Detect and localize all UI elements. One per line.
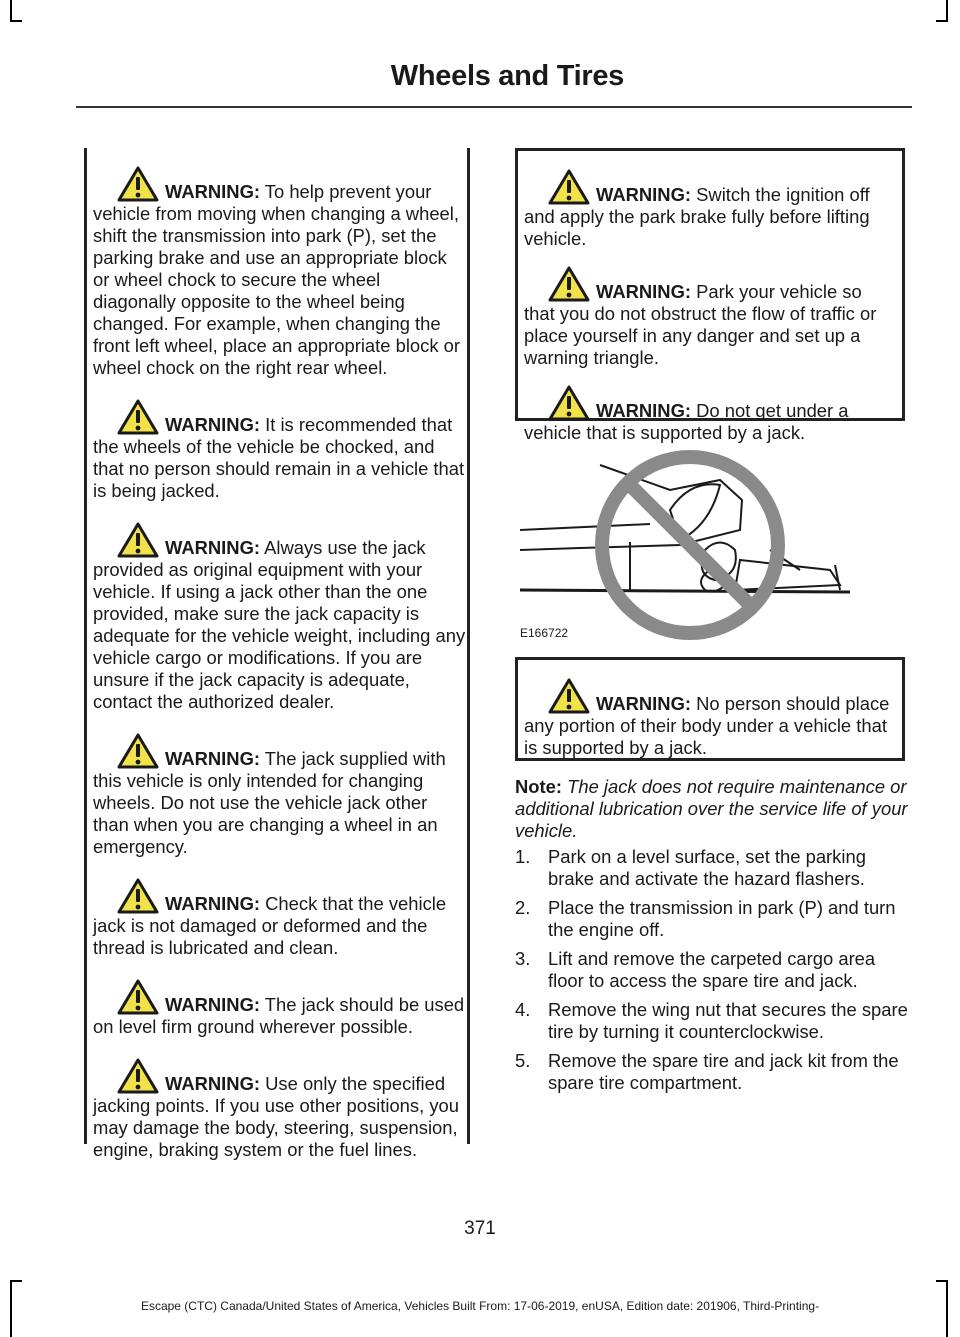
warning-text: It is recommended that the wheels of the vehicle be chocked, and that no person should remain in a vehicle that is being jacked.	[93, 414, 465, 501]
crop-mark	[936, 1280, 948, 1282]
warning-paragraph	[524, 385, 896, 444]
step-item	[515, 999, 910, 1042]
warning-label: WARNING:	[596, 400, 692, 421]
warning-text: No person should place any portion of their body under a vehicle that is supported by a jack.	[524, 693, 890, 758]
step-number: 2.	[515, 897, 531, 918]
warning-label: WARNING:	[165, 748, 261, 769]
warning-triangle-icon	[117, 166, 159, 202]
warning-triangle-icon	[117, 979, 159, 1015]
warning-label: WARNING:	[165, 181, 261, 202]
warning-text: Always use the jack provided as original equipment with your vehicle. If using a jack other than the one provided, make sure the jack capacity is adequate for the vehicle weight, including any vehicle cargo or modifications. If you are unsure if the jack capacity is adequate, contact the authorized dealer.	[93, 537, 466, 712]
crop-mark	[10, 1280, 22, 1282]
vehicle-and-person-drawing	[520, 465, 850, 592]
warning-triangle-icon	[548, 385, 590, 421]
warning-text: Do not get under a vehicle that is supported by a jack.	[524, 400, 849, 443]
warning-label: WARNING:	[165, 414, 261, 435]
warning-text: The jack should be used on level firm ground wherever possible.	[93, 994, 465, 1037]
warning-text: The jack supplied with this vehicle is only intended for changing wheels. Do not use the vehicle jack other than when you are changing a wheel in an emergency.	[93, 748, 446, 857]
warning-paragraph	[524, 169, 896, 250]
warning-label: WARNING:	[165, 537, 261, 558]
warning-paragraph	[524, 678, 896, 759]
crop-mark	[936, 20, 948, 22]
warning-label: WARNING:	[165, 893, 261, 914]
warning-triangle-icon	[117, 1058, 159, 1094]
warning-text: Use only the specified jacking points. If you use other positions, you may damage the body, steering, suspension, engine, braking system or the fuel lines.	[93, 1073, 459, 1160]
warning-label: WARNING:	[596, 693, 692, 714]
right-warning-box-top	[515, 148, 905, 443]
warning-label: WARNING:	[596, 281, 692, 302]
crop-mark	[10, 20, 22, 22]
step-text: Park on a level surface, set the parking brake and activate the hazard flashers.	[548, 846, 866, 889]
header-rule	[76, 106, 912, 108]
note-text: The jack does not require maintenance or additional lubrication over the service life of your vehicle.	[515, 776, 908, 841]
warning-paragraph	[93, 878, 467, 959]
left-warning-column	[84, 148, 470, 1160]
warning-text: Switch the ignition off and apply the park brake fully before lifting vehicle.	[524, 184, 870, 249]
illustration-code: E166722	[520, 626, 569, 640]
procedure-steps	[515, 846, 910, 1101]
prohibition-sign	[602, 457, 778, 633]
warning-triangle-icon	[548, 266, 590, 302]
warning-paragraph	[524, 266, 896, 369]
warning-paragraph	[93, 399, 467, 502]
note-label: Note:	[515, 776, 562, 797]
warning-label: WARNING:	[165, 994, 261, 1015]
step-item	[515, 897, 910, 940]
step-number: 4.	[515, 999, 531, 1020]
step-number: 1.	[515, 846, 531, 867]
warning-triangle-icon	[548, 169, 590, 205]
step-item	[515, 1050, 910, 1093]
warning-label: WARNING:	[165, 1073, 261, 1094]
step-text: Remove the wing nut that secures the spare tire by turning it counterclockwise.	[548, 999, 908, 1042]
section-title: Wheels and Tires	[390, 60, 624, 92]
right-warning-box-bottom	[515, 657, 905, 761]
note	[515, 776, 910, 842]
warning-triangle-icon	[117, 733, 159, 769]
footer-text: Escape (CTC) Canada/United States of America, Vehicles Built From: 17-06-2019, enUSA, Edition date: 201906, Third-Printing-	[140, 1299, 820, 1313]
warning-paragraph	[93, 522, 467, 713]
step-number: 5.	[515, 1050, 531, 1071]
page-number: 371	[464, 1218, 496, 1239]
step-text: Place the transmission in park (P) and turn the engine off.	[548, 897, 896, 940]
warning-triangle-icon	[117, 878, 159, 914]
crop-mark	[10, 0, 12, 22]
crop-mark	[946, 0, 948, 22]
step-number: 3.	[515, 948, 531, 969]
warning-paragraph	[93, 166, 467, 379]
do-not-get-under-vehicle-illustration	[520, 450, 860, 645]
warning-label: WARNING:	[596, 184, 692, 205]
warning-paragraph	[93, 979, 467, 1038]
warning-text: To help prevent your vehicle from moving when changing a wheel, shift the transmission into park (P), set the parking brake and use an appropriate block or wheel chock to secure the wheel diagonally opposite to the wheel being changed. For example, when changing the front left wheel, place an appropriate block or wheel chock on the right rear wheel.	[93, 181, 461, 378]
warning-triangle-icon	[117, 522, 159, 558]
warning-text: Check that the vehicle jack is not damaged or deformed and the thread is lubricated and clean.	[93, 893, 447, 958]
warning-paragraph	[93, 1058, 467, 1161]
warning-triangle-icon	[117, 399, 159, 435]
step-item	[515, 846, 910, 889]
warning-text: Park your vehicle so that you do not obstruct the flow of traffic or place yourself in any danger and set up a warning triangle.	[524, 281, 877, 368]
step-item	[515, 948, 910, 991]
step-text: Remove the spare tire and jack kit from the spare tire compartment.	[548, 1050, 899, 1093]
warning-triangle-icon	[548, 678, 590, 714]
warning-paragraph	[93, 733, 467, 858]
step-text: Lift and remove the carpeted cargo area floor to access the spare tire and jack.	[548, 948, 876, 991]
